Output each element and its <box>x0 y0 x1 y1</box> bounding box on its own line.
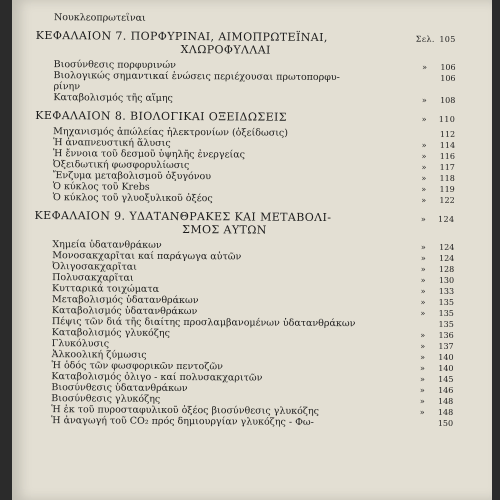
page-number: 130 <box>438 275 455 285</box>
page-number: 106 <box>440 73 456 83</box>
dots-marker: » <box>420 214 427 224</box>
page-number: 118 <box>439 173 455 183</box>
entry-title: Νουκλεοπρωτεΐναι <box>53 12 146 24</box>
entry-title: Ἀλκοολική ζύμωσις <box>51 349 147 361</box>
entry-title: Μηχανισμός ἀπώλείας ἠλεκτρονίων (ὀξείδωσις) <box>53 126 289 139</box>
page-number: 150 <box>437 418 454 428</box>
toc-entry <box>35 92 455 106</box>
dots-marker: » <box>421 184 427 194</box>
page-number: 135 <box>438 297 455 307</box>
entry-title: Καταβολισμός γλυκόζης <box>51 327 170 339</box>
entry-title: Ἔνζυμα μεταβολισμοῦ ὀξυγόνου <box>52 170 212 183</box>
dots-marker: » <box>421 151 427 161</box>
table-of-contents <box>33 12 456 429</box>
chapter-title-line1: ΚΕΦΑΛΑΙΟΝ 9. ΥΔΑΤΑΝΘΡΑΚΕΣ ΚΑΙ ΜΕΤΑΒΟΛΙ- <box>34 208 332 225</box>
dots-marker: » <box>420 275 426 285</box>
dots-marker: Σελ. <box>415 34 435 44</box>
dots-marker: » <box>419 407 425 417</box>
page-number: 136 <box>438 330 454 340</box>
dots-marker: » <box>420 264 426 274</box>
dots-marker: » <box>421 162 427 172</box>
chapter-title-line2: ΣΜΟΣ ΑΥΤΩΝ <box>182 223 267 237</box>
dots-marker: » <box>421 140 427 150</box>
dots-marker: » <box>422 62 428 72</box>
page-number: 122 <box>439 195 455 205</box>
chapter-title-line2: ΧΛΩΡΟΦΥΛΛΑΙ <box>180 43 271 57</box>
dots-marker: » <box>421 195 427 205</box>
toc-entry <box>36 12 456 26</box>
entry-title: Ἡ ὁδός τῶν φωσφορικῶν πεντοζῶν <box>51 360 223 373</box>
dots-marker: » <box>420 341 426 351</box>
entry-title: Μεταβολισμός ὑδατανθράκων <box>51 294 199 307</box>
page-number: 140 <box>438 352 454 362</box>
page-number: 135 <box>438 308 454 318</box>
page-number: 137 <box>438 341 454 351</box>
page-number: 124 <box>439 242 455 252</box>
page-number: 119 <box>439 184 455 194</box>
dots-marker: » <box>421 95 427 105</box>
entry-title: Ἡ ἀναπνευστική ἅλυσις <box>53 137 171 149</box>
entry-title: Πολυσακχαρῖται <box>52 272 134 284</box>
page-number: 148 <box>437 407 454 417</box>
dots-marker: » <box>421 114 427 124</box>
page-number: 105 <box>439 34 456 44</box>
entry-title: Βιοσύνθεσις γλυκόζης <box>51 393 161 405</box>
entry-title: Ἡ ἐκ τοῦ πυροσταφυλικοῦ ὀξέος βιοσύνθεσις γλυκόζης <box>51 404 320 417</box>
entry-title: ρίνην <box>53 81 81 93</box>
entry-title: Ὁ κύκλος τοῦ γλυοξυλικοῦ ὀξέος <box>52 192 213 205</box>
page-number: 135 <box>438 319 454 329</box>
entry-title: Ὀξειδωτική φωσφορυλίωσις <box>52 159 190 172</box>
chapter-title <box>34 209 414 238</box>
entry-title: Βιοσύνθεσις ὑδατανθράκων <box>51 382 188 395</box>
page-number: 140 <box>438 363 454 373</box>
page-number: 124 <box>438 214 455 224</box>
chapter-title-line1: ΚΕΦΑΛΑΙΟΝ 8. ΒΙΟΛΟΓΙΚΑΙ ΟΞΕΙΔΩΣΕΙΣ <box>35 108 288 124</box>
dots-marker: » <box>420 286 426 296</box>
toc-entry <box>33 415 453 429</box>
entry-title: Ἡ ἀναγωγή τοῦ CO₂ πρός δημιουργίαν γλυκόζης - Φω- <box>51 415 314 428</box>
chapter-title-line1: ΚΕΦΑΛΑΙΟΝ 7. ΠΟΡΦΥΡΙΝΑΙ, ΑΙΜΟΠΡΩΤΕΪΝΑΙ, <box>35 28 328 45</box>
page-number: 116 <box>439 151 456 161</box>
entry-title: Μονοσακχαρῖται καί παράγωγα αὐτῶν <box>52 250 242 263</box>
page-number: 124 <box>438 253 455 263</box>
page-number: 114 <box>439 140 456 150</box>
dots-marker: » <box>419 396 425 406</box>
toc-entry <box>35 192 455 206</box>
page-number: 112 <box>439 129 456 139</box>
book-page <box>12 0 492 500</box>
dots-marker: » <box>420 330 426 340</box>
page-number: 117 <box>439 162 455 172</box>
dots-marker: » <box>420 363 426 373</box>
page-number: 148 <box>437 396 454 406</box>
dots-marker: » <box>420 352 426 362</box>
entry-title: Ὀλιγοσακχαρῖται <box>52 261 137 273</box>
dots-marker: » <box>420 253 426 263</box>
entry-title: Κυτταρικά τοιχώματα <box>52 283 160 295</box>
entry-title: Καταβολισμός τῆς αἵμης <box>53 92 173 104</box>
page-number: 146 <box>438 385 454 395</box>
page-number: 106 <box>440 62 456 72</box>
dots-marker: » <box>419 374 425 384</box>
entry-title: Καταβολισμός ὀλιγο - καί πολυσακχαριτῶν <box>51 371 263 384</box>
chapter-heading <box>34 209 454 238</box>
entry-title: Ἡ ἔννοια τοῦ δεσμοῦ ὑψηλῆς ἐνεργείας <box>52 148 246 161</box>
page-number: 145 <box>438 374 454 384</box>
entry-title: Ὁ κύκλος τοῦ Krebs <box>52 181 150 193</box>
entry-title: Βιοσύνθεσις πορφυρινών <box>53 59 176 71</box>
page-number: 128 <box>438 264 455 274</box>
page-number: 133 <box>438 286 455 296</box>
entry-title: Χημεία ὑδατανθράκων <box>52 239 162 251</box>
entry-title: Βιολογικώς σημαντικαί ἑνώσεις περιέχουσαι πρωτοπορφυ- <box>53 70 340 84</box>
dots-marker: » <box>421 173 427 183</box>
entry-title: Γλυκόλυσις <box>51 338 110 350</box>
dots-marker: » <box>420 297 426 307</box>
dots-marker: » <box>420 308 426 318</box>
page-number: 110 <box>438 114 456 124</box>
dots-marker: » <box>419 385 425 395</box>
chapter-title <box>35 109 415 125</box>
entry-title: Καταβολισμός ὑδατανθράκων <box>51 305 198 318</box>
entry-title: Πέψις τῶν διά τῆς διαίτης προσλαμβανομένων ὑδατανθράκων <box>51 316 356 330</box>
chapter-heading <box>36 29 456 58</box>
chapter-title <box>36 29 416 58</box>
dots-marker: » <box>420 242 426 252</box>
page-number: 108 <box>440 95 456 105</box>
